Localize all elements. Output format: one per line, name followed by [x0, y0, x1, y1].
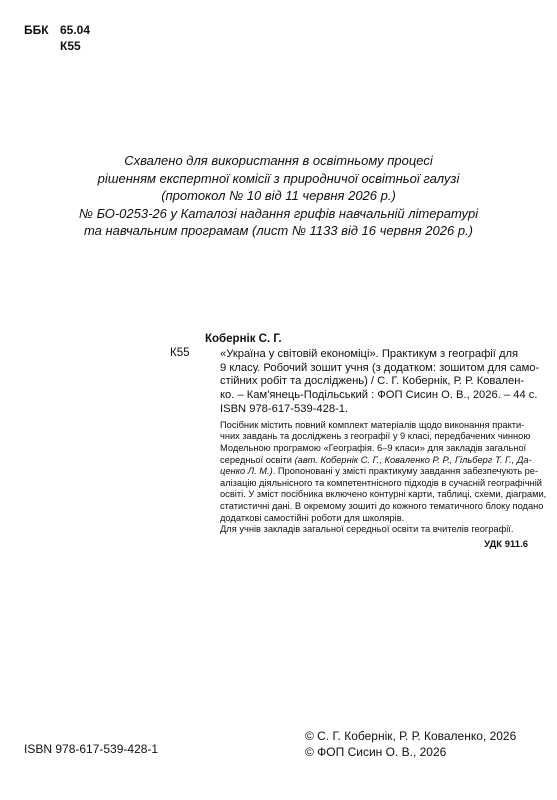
- description-line: статистичні дані. В окремому зошиті до кожного тематичного блоку подано: [220, 500, 544, 511]
- description-line: Посібник містить повний комплект матеріалів щодо виконання практи-: [220, 419, 525, 430]
- description-line: [220, 454, 532, 467]
- approval-line: рішенням експертної комісії з природничої освітньої галузі: [97, 170, 460, 186]
- catalog-description: [170, 419, 547, 536]
- approval-line: та навчальним програмам (лист № 1133 від 16 червня 2026 р.): [83, 223, 474, 238]
- copyright-line: © ФОП Сисин О. В., 2026: [305, 745, 447, 759]
- approval-line: Схвалено для використання в освітньому процесі: [124, 153, 433, 168]
- description-text: середньої освіти: [220, 454, 295, 465]
- catalog-main-line: ко. – Кам'янець-Подільський : ФОП Сисин О. В., 2026. – 44 с.: [220, 389, 538, 402]
- isbn: ISBN 978-617-539-428-1: [24, 742, 159, 756]
- approval-line: (протокол № 10 від 11 червня 2026 р.): [161, 188, 396, 203]
- catalog-main-line: 9 класу. Робочий зошит учня (з додатком: зошитом для само-: [220, 361, 540, 374]
- copyright-block: [305, 728, 516, 760]
- description-authors: (авт. Кобернік С. Г., Коваленко Р. Р., Гільберг Т. Г., Да-: [294, 454, 532, 465]
- bbk-author-mark: К55: [60, 39, 81, 53]
- catalog-main-line: «Україна у світовій економіці». Практикум з географії для: [220, 347, 519, 360]
- bbk-code: 65.04: [60, 23, 91, 37]
- bbk-block: [24, 22, 90, 54]
- description-line: чних завдань та досліджень з географії у 9 класі, передбачених чинною: [220, 431, 531, 442]
- description-line: алізацію діяльнісного та компетентнісного підходів в сучасній географічній: [220, 477, 542, 488]
- description-authors: ценко Л. М.): [220, 466, 273, 477]
- approval-line: № БО-0253-26 у Каталозі надання грифів навчальній літературі: [78, 205, 479, 221]
- catalog-main-entry: [170, 347, 540, 417]
- description-text: . Пропоновані у змісті практикуму завдання забезпечують ре-: [272, 466, 539, 477]
- bbk-label: ББК: [24, 23, 49, 37]
- copyright-line: © С. Г. Кобернік, Р. Р. Коваленко, 2026: [305, 729, 517, 743]
- udk-code: УДК 911.6: [484, 538, 528, 550]
- catalog-main-line: ISBN 978-617-539-428-1.: [220, 402, 349, 415]
- description-line: додаткові самостійні роботи для школярів.: [220, 512, 405, 523]
- catalog-main-line: стійних робіт та досліджень) / С. Г. Кобернік, Р. Р. Ковален-: [220, 375, 525, 388]
- catalog-author: Кобернік С. Г.: [205, 333, 282, 345]
- description-line: [220, 466, 539, 478]
- description-line: Для учнів закладів загальної середньої освіти та вчителів географії.: [220, 524, 514, 535]
- catalog-record: [170, 333, 547, 552]
- description-line: освіті. У зміст посібника включено контурні карти, таблиці, схеми, діаграми,: [220, 489, 547, 500]
- description-line: Модельною програмою «Географія. 6–9 класи» для закладів загальної: [220, 442, 527, 453]
- approval-statement: [0, 152, 557, 240]
- catalog-mark: К55: [170, 347, 190, 359]
